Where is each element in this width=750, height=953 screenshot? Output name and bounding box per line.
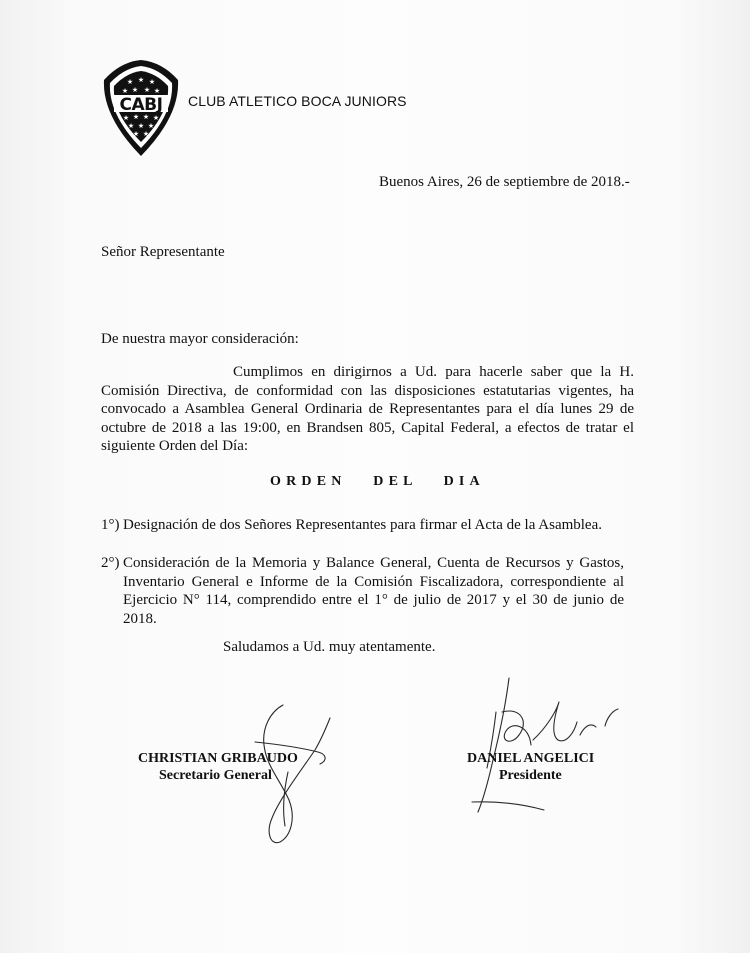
svg-text:★: ★ bbox=[142, 130, 150, 138]
agenda-item-text: Designación de dos Señores Representantes para firmar el Acta de la Asamblea. bbox=[123, 517, 602, 533]
svg-text:★: ★ bbox=[147, 122, 155, 130]
signatory-name: DANIEL ANGELICI bbox=[467, 751, 595, 766]
letter-date: Buenos Aires, 26 de septiembre de 2018.- bbox=[379, 174, 630, 190]
svg-text:★: ★ bbox=[143, 86, 151, 94]
svg-text:★: ★ bbox=[137, 122, 145, 130]
salutation: Señor Representante bbox=[101, 244, 225, 260]
svg-text:★: ★ bbox=[131, 86, 139, 94]
svg-text:★: ★ bbox=[132, 113, 140, 121]
svg-text:★: ★ bbox=[127, 122, 135, 130]
agenda-item-number: 2°) bbox=[101, 555, 120, 571]
svg-text:★: ★ bbox=[122, 114, 130, 122]
signatory-name: CHRISTIAN GRIBAUDO bbox=[138, 751, 298, 766]
svg-text:★: ★ bbox=[153, 87, 161, 95]
order-of-the-day-title: ORDEN DEL DIA bbox=[270, 474, 485, 489]
svg-text:★: ★ bbox=[152, 114, 160, 122]
closing-line: Saludamos a Ud. muy atentamente. bbox=[223, 639, 436, 655]
club-name: CLUB ATLETICO BOCA JUNIORS bbox=[188, 93, 407, 109]
greeting: De nuestra mayor consideración: bbox=[101, 331, 299, 347]
svg-text:★: ★ bbox=[126, 78, 134, 86]
signatory-role: Presidente bbox=[499, 768, 562, 783]
signatory-role: Secretario General bbox=[159, 768, 272, 783]
club-crest-logo bbox=[100, 58, 182, 158]
svg-text:★: ★ bbox=[132, 130, 140, 138]
body-paragraph: Cumplimos en dirigirnos a Ud. para hacerle saber que la H. Comisión Directiva, de conformidad con las disposiciones estatutarias vigentes, ha convocado a Asamblea General Ordinaria de Representantes para el día lunes 29 de octubre de 2018 a las 19:00, en Brandsen 805, Capital Federal, a efectos de tratar el siguiente Orden del Día: bbox=[101, 364, 634, 454]
svg-text:★: ★ bbox=[137, 76, 145, 84]
crest-initials: CABJ bbox=[119, 95, 163, 115]
svg-text:★: ★ bbox=[148, 78, 156, 86]
agenda-item-text: Consideración de la Memoria y Balance General, Cuenta de Recursos y Gastos, Inventario General e Informe de la Comisión Fiscalizadora, correspondiente al Ejercicio N° 114, comprendido entre el 1° de julio de 2017 y el 30 de junio de 2018. bbox=[123, 555, 624, 627]
agenda-item-number: 1°) bbox=[101, 517, 120, 533]
svg-text:★: ★ bbox=[121, 87, 129, 95]
svg-text:★: ★ bbox=[142, 113, 150, 121]
